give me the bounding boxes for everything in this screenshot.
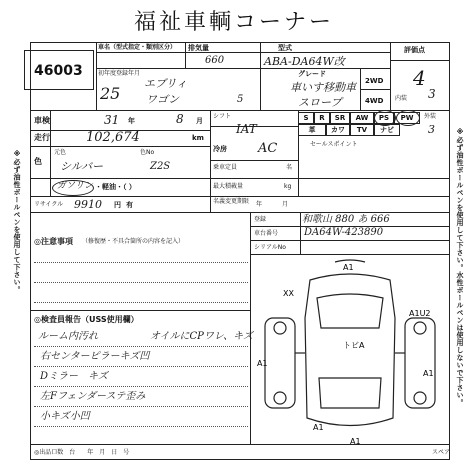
mileage-value: 102,674 [86, 130, 140, 145]
displacement-label: 排気量 [188, 44, 209, 52]
pw-circle [396, 110, 420, 126]
shaken-year-unit: 年 [128, 117, 135, 125]
recycle-unit: 円 [114, 201, 121, 209]
car-name-line2: ワゴン [146, 93, 179, 106]
shaken-month-unit: 月 [196, 117, 203, 125]
first-registration-value: 25 [100, 84, 121, 103]
grade-label: グレード [298, 70, 326, 78]
equip-s: S [298, 112, 314, 124]
diagram-label-rear-left: A1 [313, 423, 324, 432]
report-line-2: 右センターピラーキズ凹 [40, 351, 150, 362]
caution-sub: （修復歴・不具合箇所の内容を記入） [82, 238, 185, 245]
diagram-label-tobia: トビA [343, 341, 365, 350]
drive-4wd: 4WD [365, 97, 384, 105]
report-line-4: 左Fフェンダーステ歪み [40, 391, 146, 402]
vehicle-name-label: 車名（型式指定・類別区分） [98, 44, 177, 51]
inner-value: 3 [428, 87, 436, 101]
ac-value: AC [258, 141, 278, 156]
ps-circle [374, 110, 396, 126]
diagram-label-left: A1 [257, 359, 268, 368]
equip-r: R [314, 112, 330, 124]
chassis-label: 車台番号 [254, 230, 279, 237]
doc-deadline-year: 年 [256, 201, 263, 208]
grade-line1: 車いす移動車 [290, 81, 356, 94]
displacement-value: 660 [205, 55, 225, 66]
color-no-value: Z2S [150, 161, 171, 172]
equip-sr: SR [330, 112, 350, 124]
report-right: オイルにCPワレ、キズ [150, 331, 253, 342]
equip-aw: AW [350, 112, 374, 124]
caution-title: ◎注意事項 [34, 237, 73, 246]
lot-number: 46003 [34, 63, 83, 79]
report-title: ◎検査員報告（USS使用欄） [34, 315, 139, 324]
model-type-label: 型式 [278, 44, 292, 52]
load-label: 最大積載量 [213, 183, 244, 190]
diagram-label-a1u2: A1U2 [409, 309, 431, 318]
spare-label: スペア [432, 449, 451, 456]
load-unit: kg [284, 183, 292, 190]
sales-point-label: セールスポイント [310, 141, 358, 148]
rating-value: 4 [413, 66, 426, 90]
recycle-label: リサイクル [34, 201, 64, 208]
color-no-label: 色No [140, 149, 155, 156]
diagram-label-xx: XX [283, 289, 294, 298]
mileage-label: 走行 [34, 133, 50, 142]
shaken-label: 車検 [34, 116, 50, 125]
diagram-label-bottom: A1 [350, 437, 361, 446]
shift-value: IAT [236, 122, 257, 136]
outer-value: 3 [428, 123, 435, 136]
seats-unit: 名 [286, 164, 293, 171]
fuel-options: ・軽油・（ ） [95, 183, 136, 191]
page-title: 福祉車輌コーナー [134, 10, 335, 35]
drive-2wd: 2WD [365, 77, 384, 85]
report-line-3: Dミラー キズ [40, 371, 108, 382]
equip-pw: PW [394, 112, 420, 124]
footer-text: ◎出品口数 台 年 月 日 号 [34, 449, 130, 456]
fuel-value: ガソリン [57, 181, 94, 191]
car-name-line1: エブリィ [144, 77, 188, 90]
rating-label: 評価点 [404, 46, 425, 54]
doc-deadline-month: 月 [282, 201, 289, 208]
report-line-1: ルーム内汚れ [38, 331, 98, 342]
car-damage-diagram [255, 258, 445, 448]
report-line-5: 小キズ小凹 [40, 411, 90, 422]
shift-label: シフト [213, 113, 232, 120]
diagram-label-top: A1 [343, 263, 354, 272]
plate-value: 和歌山 880 あ 666 [302, 214, 390, 225]
chassis-value: DA64W-423890 [304, 227, 384, 238]
color-value: シルバー [60, 160, 103, 173]
recycle-check: 有 [126, 201, 133, 209]
doors-value: 5 [237, 94, 244, 105]
equip-navi: ナビ [374, 124, 400, 136]
grade-line2: スロープ [298, 96, 342, 109]
color-label: 色 [34, 157, 42, 166]
serial-label: シリアルNo [254, 244, 286, 251]
right-side-note: ※必ず油性ボールペンを使用して下さい。水性ボールペンは使用しないで下さい。 [456, 128, 464, 407]
color-orig-label: 元色 [54, 149, 67, 156]
doc-deadline-label: 名義変更期限 [213, 198, 250, 205]
equip-leather: 革 [298, 124, 326, 136]
shaken-year: 31 [104, 113, 120, 127]
recycle-value: 9910 [74, 198, 102, 211]
left-side-note: ※必ず油性ボールペンを使用して下さい。 [13, 150, 21, 294]
outer-label: 外装 [424, 113, 437, 120]
plate-label: 登録 [254, 216, 267, 223]
shaken-month: 8 [176, 112, 184, 126]
first-registration-label: 初年度登録年月 [98, 70, 141, 77]
equip-tv: TV [350, 124, 374, 136]
equip-ps: PS [374, 112, 394, 124]
ac-label: 冷房 [213, 145, 227, 153]
diagram-label-right: A1 [423, 369, 434, 378]
model-type-value: ABA-DA64W改 [264, 55, 345, 68]
equip-kawa: カワ [326, 124, 350, 136]
inner-label: 内装 [395, 95, 408, 102]
seats-label: 乗車定員 [213, 164, 238, 171]
mileage-unit: km [192, 134, 204, 142]
